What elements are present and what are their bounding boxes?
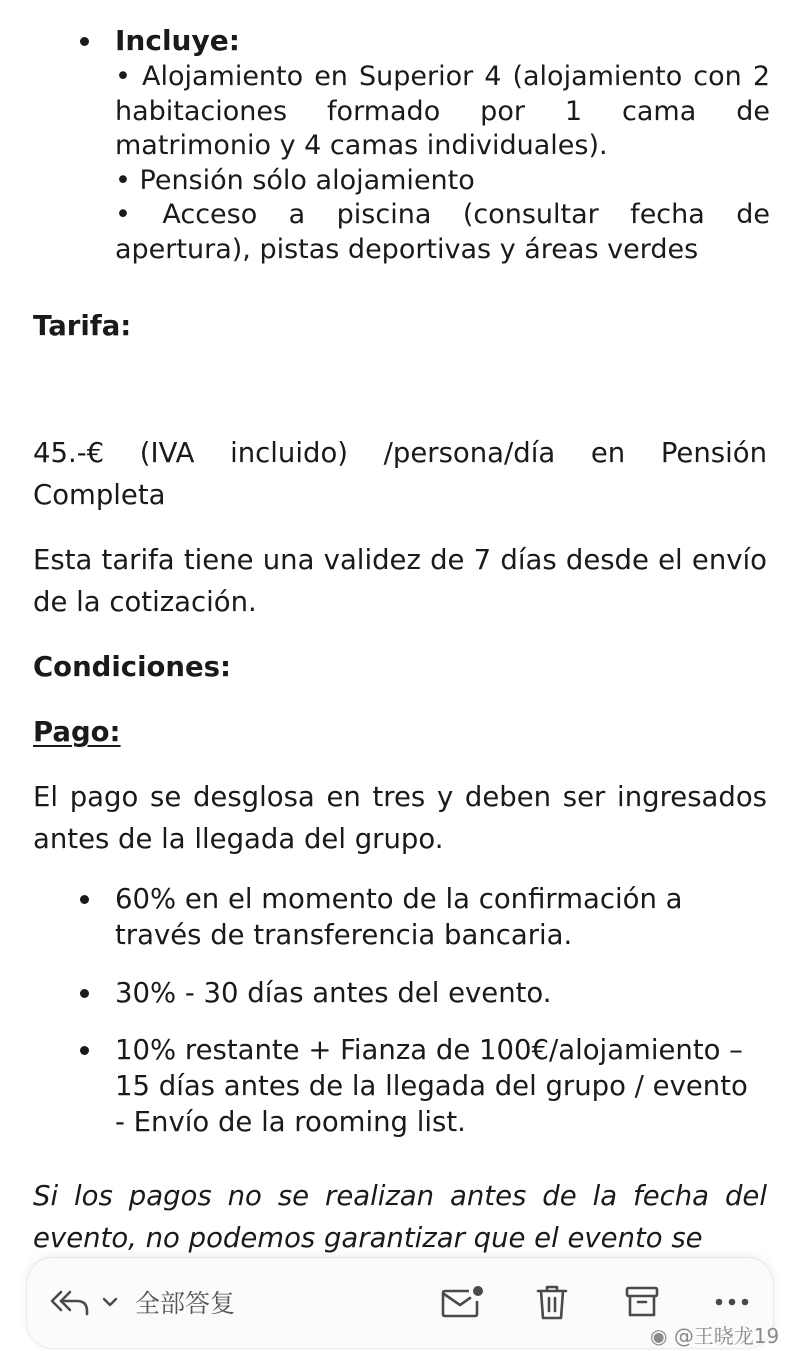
bullet-icon — [80, 895, 89, 904]
list-item — [80, 975, 760, 1011]
trash-icon — [532, 1281, 572, 1323]
list-item: • Acceso a piscina (consultar fecha de apertura), pistas deportivas y áreas verdes — [115, 199, 770, 265]
reply-all-icon — [49, 1284, 91, 1320]
list-item: • Pensión sólo alojamiento — [115, 164, 475, 196]
archive-icon — [622, 1282, 662, 1322]
incluye-list — [115, 60, 770, 267]
list-item — [80, 1032, 760, 1140]
pago-list — [80, 881, 760, 953]
watermark-text: @王晓龙19 — [673, 1324, 780, 1348]
incluye-title: Incluye: — [115, 24, 240, 57]
pago-heading: Pago: — [33, 716, 121, 748]
list-item — [80, 881, 760, 953]
tarifa-heading: Tarifa: — [33, 310, 132, 342]
reply-all-button[interactable] — [49, 1280, 235, 1324]
watermark — [650, 1320, 779, 1349]
incluye-heading — [80, 22, 770, 60]
mark-unread-button[interactable] — [437, 1280, 487, 1324]
mark-unread-icon — [439, 1282, 485, 1322]
bullet-icon — [80, 1046, 89, 1055]
incluye-section — [80, 22, 770, 267]
chevron-down-icon[interactable] — [99, 1292, 121, 1312]
tarifa-validity: Esta tarifa tiene una validez de 7 días desde el envío de la cotización. — [33, 544, 767, 618]
pago-intro: El pago se desglosa en tres y deben ser ingresados antes de la llegada del grupo. — [33, 781, 767, 855]
tarifa-price: 45.-€ (IVA incluido) /persona/día en Pensión Completa — [33, 437, 767, 511]
pago-list — [80, 1032, 760, 1140]
pago-list — [80, 975, 760, 1011]
more-icon — [712, 1296, 752, 1308]
list-item: • Alojamiento en Superior 4 (alojamiento con 2 habitaciones formado por 1 cama de matrimonio y 4 camas individuales). — [115, 61, 770, 161]
list-item-text: 10% restante + Fianza de 100€/alojamiento – 15 días antes de la llegada del grupo / evento - Envío de la rooming list. — [115, 1034, 748, 1138]
delete-button[interactable] — [527, 1280, 577, 1324]
bullet-icon — [80, 989, 89, 998]
pago-note: Si los pagos no se realizan antes de la fecha del evento, no podemos garantizar que el evento se — [33, 1180, 767, 1254]
condiciones-heading: Condiciones: — [33, 651, 231, 683]
bullet-icon — [80, 37, 89, 46]
list-item-text: 30% - 30 días antes del evento. — [115, 977, 552, 1009]
list-item-text: 60% en el momento de la confirmación a través de transferencia bancaria. — [115, 883, 683, 951]
weibo-icon: ◉ — [650, 1324, 668, 1348]
archive-button[interactable] — [617, 1280, 667, 1324]
reply-all-label: 全部答复 — [135, 1289, 236, 1318]
more-button[interactable] — [707, 1280, 757, 1324]
